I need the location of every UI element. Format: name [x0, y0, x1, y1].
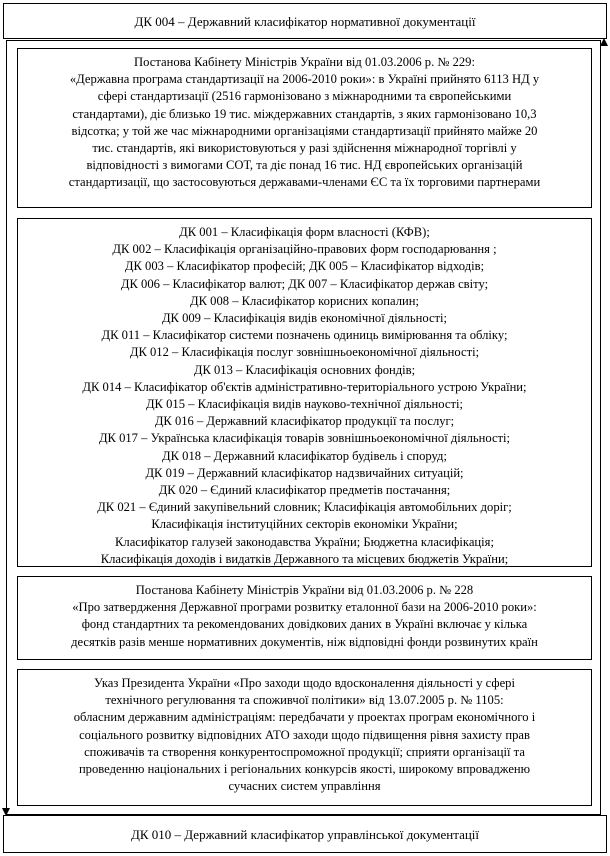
resolution-228-line: Постанова Кабінету Міністрів України від 01.03.2006 р. № 228 — [135, 583, 474, 597]
resolution-229-box — [17, 48, 592, 208]
classifier-line: Класифікація інституційних секторів економіки України; — [151, 517, 458, 532]
decree-1105-line: сучасних систем управління — [228, 779, 381, 794]
classifier-line: Класифікація доходів і видатків Державного та місцевих бюджетів України; — [100, 551, 509, 566]
top-classifier-box — [3, 3, 607, 39]
classifier-line: ДК 012 – Класифікація послуг зовнішньоекономічної діяльності; — [129, 345, 480, 360]
classifier-line: ДК 019 – Державний класифікатор надзвичайних ситуацій; — [145, 465, 464, 480]
decree-1105-line: проведенню національних і регіональних конкурсів якості, широкому впровадженю — [78, 762, 531, 777]
classifier-line: ДК 013 – Класифікація основних фондів; — [193, 362, 416, 377]
classifier-line: ДК 015 – Класифікація видів науково-технічної діяльності; — [145, 397, 464, 412]
decree-1105-box — [17, 669, 592, 806]
classifier-line: ДК 011 – Класифікатор системи позначень одиниць вимірювання та обліку; — [101, 328, 508, 343]
classifier-line: Класифікатор галузей законодавства України; Бюджетна класифікація; — [115, 534, 494, 549]
bottom-classifier-box — [3, 815, 607, 853]
classifier-line: ДК 017 – Українська класифікація товарів зовнішньоекономічної діяльності; — [98, 431, 511, 446]
decree-1105-line: споживачів та створення конкурентоспроможної продукції; сприяти організації та — [84, 744, 525, 759]
resolution-229-line: «Державна програма стандартизації на 2006-2010 роки»: в Україні прийнято 6113 НД у — [69, 72, 540, 87]
classifiers-list-box — [17, 218, 592, 567]
decree-1105-line: обласним державним адміністраціям: передбачати у проектах програм економічного і — [73, 710, 536, 725]
top-classifier-text: ДК 004 – Державний класифікатор нормативної документації — [134, 14, 476, 29]
classifier-line: ДК 002 – Класифікація організаційно-правових форм господарювання ; — [112, 242, 497, 257]
decree-1105-line: соціального розвитку відповідних АТО заходи щодо підвищення рівня захисту прав — [79, 727, 530, 742]
resolution-228-line: десятків разів менше нормативних документів, ніж відповідні фонди розвинутих країн — [71, 634, 538, 649]
resolution-228-line: «Про затвердження Державної програми розвитку еталонної бази на 2006-2010 роки»: — [72, 600, 537, 615]
classifier-line: ДК 008 – Класифікатор корисних копалин; — [190, 293, 419, 308]
classifier-line: ДК 006 – Класифікатор валют; ДК 007 – Класифікатор держав світу; — [120, 276, 489, 291]
resolution-229-line: відсотка; у той же час міжнародними організаціями стандартизації прийнято майже 20 — [71, 123, 538, 138]
classifier-line: ДК 009 – Класифікація видів економічної діяльності; — [161, 311, 448, 326]
resolution-228-box — [17, 576, 592, 660]
classifier-line: ДК 014 – Класифікатор об'єктів адміністративно-територіального устрою України; — [82, 379, 527, 394]
resolution-229-line: стандартами), діє близько 19 тис. міждержавних стандартів, з яких гармонізовано 10,3 — [72, 106, 537, 121]
classifier-line: ДК 016 – Державний класифікатор продукції та послуг; — [154, 414, 455, 429]
classifier-line: ДК 020 – Єдиний класифікатор предметів постачання; — [158, 483, 451, 498]
classifier-line: ДК 001 – Класифікація форм власності (КФВ); — [179, 225, 430, 239]
bottom-classifier-text: ДК 010 – Державний класифікатор управлінської документації — [130, 827, 480, 842]
classifier-line: ДК 021 – Єдиний закупівельний словник; Класифікація автомобільних доріг; — [97, 500, 512, 515]
resolution-229-line: відповідності з вимогами СОТ, та діє понад 16 тис. НД європейських організацій — [86, 158, 523, 173]
resolution-229-line: тис. стандартів, які використовуються у разі здійснення міжнародної торгівлі у — [92, 141, 517, 156]
decree-1105-line: Указ Президента України «Про заходи щодо вдосконалення діяльності у сфері — [94, 676, 515, 690]
resolution-229-line: сфері стандартизації (2516 гармонізовано з міжнародними та європейськими — [97, 89, 512, 104]
classifier-line: ДК 018 – Державний класифікатор будівель і споруд; — [162, 448, 447, 463]
arrow-up-icon — [600, 38, 608, 46]
classifier-line: ДК 003 – Класифікатор професій; ДК 005 – Класифікатор відходів; — [124, 259, 485, 274]
resolution-229-line: стандартизації, що застосовуються державами-членами ЄС та їх торговими партнерами — [68, 175, 541, 190]
decree-1105-line: технічного регулювання та споживчої політики» від 13.07.2005 р. № 1105: — [105, 693, 504, 708]
resolution-229-line: Постанова Кабінету Міністрів України від 01.03.2006 р. № 229: — [134, 55, 475, 69]
resolution-228-line: фонд стандартних та рекомендованих довідкових даних в Україні включає у кілька — [81, 617, 528, 632]
